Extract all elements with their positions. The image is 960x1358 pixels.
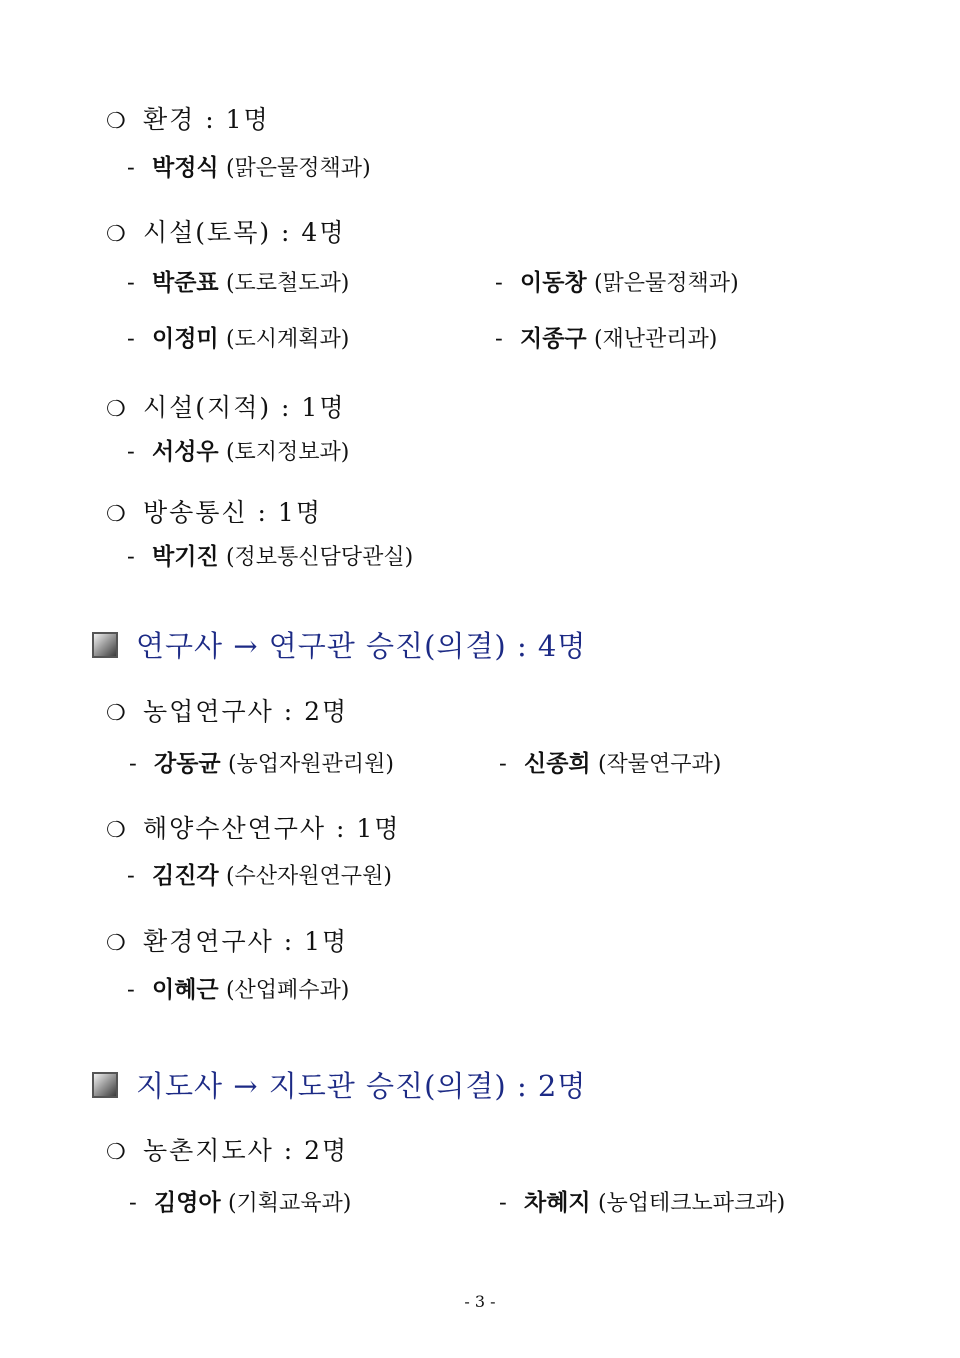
person-department: (맑은물정책과) [225, 156, 371, 181]
category-title: 농촌지도사 : 2명 [143, 1136, 349, 1165]
person-department: (도시계획과) [225, 327, 350, 352]
person-entry [129, 1184, 351, 1217]
person-department: (농업테크노파크과) [597, 1191, 786, 1216]
person-entry [127, 971, 349, 1004]
circle-bullet-icon: ❍ [106, 1140, 128, 1165]
square-bullet-icon [92, 1072, 118, 1098]
person-entry [127, 320, 349, 353]
person-name: 박정식 [152, 155, 219, 181]
person-department: (작물연구과) [597, 752, 722, 777]
person-department: (산업폐수과) [225, 978, 350, 1003]
category-env-research [106, 922, 348, 958]
person-name: 박준표 [152, 270, 219, 296]
category-title: 환경 : 1명 [143, 105, 270, 134]
section-heading-text: 연구사 → 연구관 승진(의결) : 4명 [136, 629, 587, 663]
circle-bullet-icon: ❍ [106, 397, 128, 422]
person-name: 이혜근 [152, 977, 219, 1003]
dash-marker: - [127, 439, 135, 465]
person-department: (토지정보과) [225, 440, 350, 465]
dash-marker: - [129, 1190, 137, 1216]
section-heading-guidance [92, 1064, 586, 1105]
dash-marker: - [127, 544, 135, 570]
person-name: 지종구 [520, 326, 587, 352]
category-broadcast [106, 493, 322, 529]
category-rural-guidance [106, 1131, 348, 1167]
person-entry [499, 1184, 785, 1217]
person-department: (도로철도과) [225, 271, 350, 296]
person-entry [127, 857, 392, 890]
circle-bullet-icon: ❍ [106, 222, 128, 247]
dash-marker: - [127, 155, 135, 181]
person-department: (농업자원관리원) [227, 752, 394, 777]
person-entry [127, 433, 349, 466]
person-entry [495, 264, 739, 297]
category-title: 방송통신 : 1명 [143, 498, 322, 527]
person-name: 이동창 [520, 270, 587, 296]
dash-marker: - [127, 270, 135, 296]
category-environment [106, 100, 270, 136]
person-name: 김진각 [152, 863, 219, 889]
person-department: (수산자원연구원) [225, 864, 392, 889]
circle-bullet-icon: ❍ [106, 502, 128, 527]
category-title: 환경연구사 : 1명 [143, 927, 349, 956]
person-name: 박기진 [152, 544, 219, 570]
person-name: 신종희 [524, 751, 591, 777]
person-name: 서성우 [152, 439, 219, 465]
dash-marker: - [129, 751, 137, 777]
dash-marker: - [127, 326, 135, 352]
section-heading-research [92, 624, 586, 665]
person-department: (기획교육과) [227, 1191, 352, 1216]
dash-marker: - [127, 863, 135, 889]
category-marine-research [106, 809, 400, 845]
category-agri-research [106, 692, 348, 728]
person-department: (재난관리과) [593, 327, 718, 352]
category-civil [106, 213, 345, 249]
category-survey [106, 388, 345, 424]
person-entry [499, 745, 721, 778]
category-title: 농업연구사 : 2명 [143, 697, 349, 726]
section-heading-text: 지도사 → 지도관 승진(의결) : 2명 [136, 1069, 587, 1103]
dash-marker: - [499, 1190, 507, 1216]
person-entry [127, 149, 371, 182]
circle-bullet-icon: ❍ [106, 109, 128, 134]
person-department: (맑은물정책과) [593, 271, 739, 296]
dash-marker: - [495, 270, 503, 296]
dash-marker: - [499, 751, 507, 777]
circle-bullet-icon: ❍ [106, 818, 128, 843]
person-name: 강동균 [154, 751, 221, 777]
person-entry [127, 264, 349, 297]
category-title: 시설(토목) : 4명 [143, 218, 346, 247]
person-department: (정보통신담당관실) [225, 545, 414, 570]
person-entry [495, 320, 717, 353]
person-name: 차혜지 [524, 1190, 591, 1216]
category-title: 해양수산연구사 : 1명 [143, 814, 401, 843]
person-entry [127, 538, 413, 571]
category-title: 시설(지적) : 1명 [143, 393, 346, 422]
person-name: 이정미 [152, 326, 219, 352]
circle-bullet-icon: ❍ [106, 931, 128, 956]
dash-marker: - [127, 977, 135, 1003]
person-name: 김영아 [154, 1190, 221, 1216]
person-entry [129, 745, 394, 778]
page-number: - 3 - [464, 1292, 496, 1311]
circle-bullet-icon: ❍ [106, 701, 128, 726]
dash-marker: - [495, 326, 503, 352]
square-bullet-icon [92, 632, 118, 658]
